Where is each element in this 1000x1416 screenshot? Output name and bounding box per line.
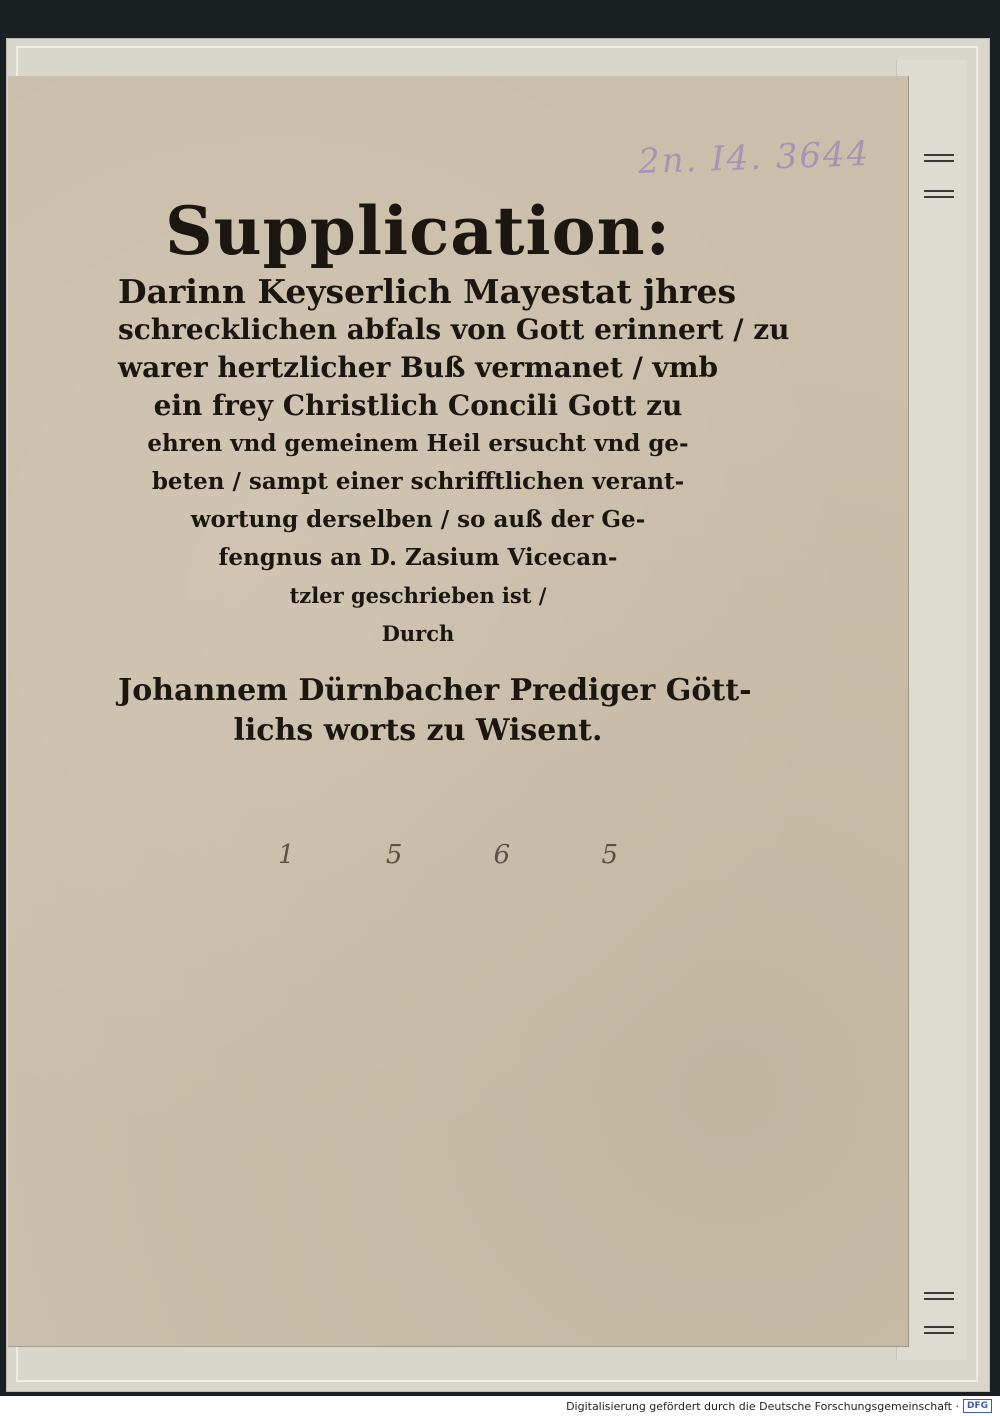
subtitle-line: warer hertzlicher Buß vermanet / vmb [118,351,719,384]
subtitle-line: fengnus an D. Zasium Vicecan- [218,544,618,571]
title-page [8,76,909,1347]
ruler-ticks-bottom [924,1322,954,1338]
shelfmark-stamp: 2n. I4. 3644 [637,133,871,183]
subtitle-line: ehren vnd gemeinem Heil ersucht vnd ge- [147,430,689,457]
subtitle-line: tzler geschrieben ist / [289,583,547,608]
digitization-footer [566,1398,992,1414]
document-title: Supplication: [165,192,671,270]
subtitle-line: beten / sampt einer schrifftlichen verant- [151,468,685,495]
subtitle-line: Durch [381,621,455,646]
author-text [118,671,752,751]
title-text-block [118,191,790,751]
subtitle-line: Darinn Keyserlich Mayestat jhres [118,272,737,311]
subtitle-line: ein frey Christlich Concili Gott zu [153,389,683,422]
subtitle-line: schrecklichen abfals von Gott erinnert / zu [118,313,790,346]
ruler-ticks-top [924,150,954,166]
year-digit: 5 [385,840,403,870]
author-line: Johannem Dürnbacher Prediger Gött- [118,673,752,708]
year-digit: 5 [601,840,618,870]
subtitle-line: wortung derselben / so auß der Ge- [190,506,646,533]
handwritten-year [278,840,618,870]
author-line: lichs worts zu Wisent. [233,713,603,748]
subtitle-text [118,272,790,653]
ruler-ticks-upper [924,186,954,202]
year-digit: 1 [278,840,295,870]
funding-credit: Digitalisierung gefördert durch die Deutsche Forschungsgemeinschaft · [566,1399,959,1413]
dfg-logo-icon: DFG [963,1399,992,1413]
ruler-ticks-lower [924,1288,954,1304]
year-digit: 6 [493,840,511,870]
